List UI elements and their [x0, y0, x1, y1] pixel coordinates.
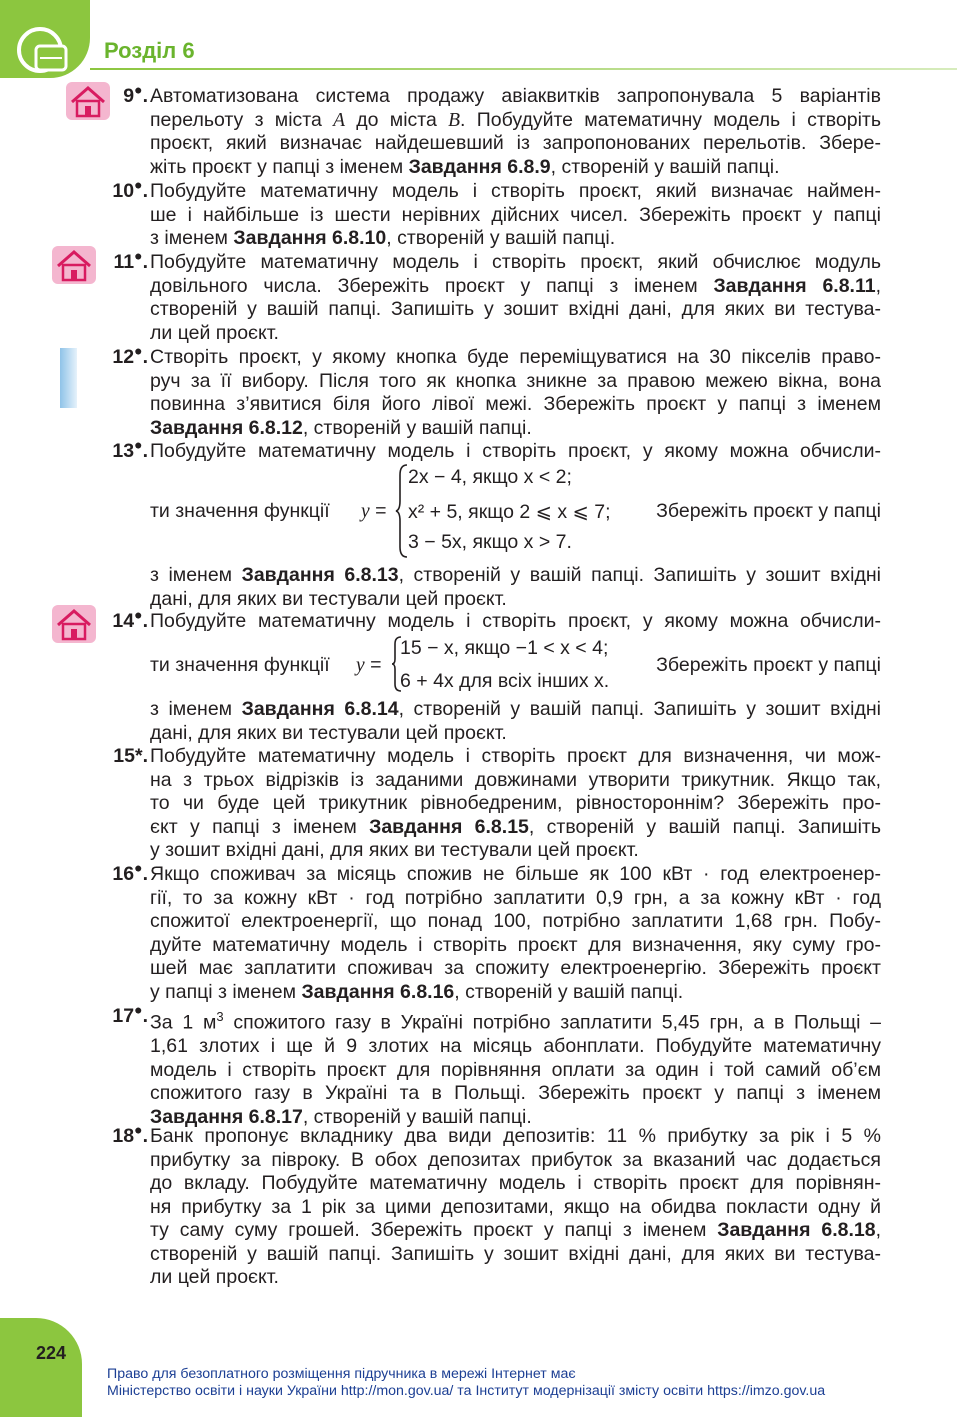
function-case: 6 + 4x для всіх інших x.	[400, 670, 610, 692]
task-text: створеній у вашій папці. Запишіть у зошит вхідні дані, для яких ви тестува-	[150, 1242, 881, 1265]
task-text: до вкладу. Побудуйте математичну модель і створіть проєкт для порівнян-	[150, 1172, 881, 1194]
task-text: Якщо споживач за місяць спожив не більше як 100 кВт · год електроенер-	[150, 863, 881, 885]
task-text: дані, для яких ви тестували цей проєкт.	[150, 587, 507, 610]
task-text: Створіть проєкт, у якому кнопка буде переміщуватися на 30 пікселів право-	[150, 346, 881, 368]
task-text: то чи буде цей трикутник рівнобедреним, рівностороннім? Збережіть про-	[150, 792, 881, 814]
task-text: Автоматизована система продажу авіаквитків запропонувала 5 варіантів	[150, 85, 881, 107]
task-text: спожитої електроенергії, що понад 100, потрібно заплатити 1,68 грн. Побу-	[150, 910, 881, 932]
task-14	[112, 606, 881, 634]
task-text: дані, для яких ви тестували цей проєкт.	[150, 721, 507, 744]
task-16	[112, 859, 881, 1004]
task-10	[112, 176, 881, 251]
task-text: руч за її вибору. Після того як кнопка зникне за правою межею вікна, вона	[150, 369, 881, 392]
task-text: на з трьох відрізків із заданими довжинами утворити трикутник. Якщо так,	[150, 768, 881, 791]
task-text: гії, то за кожну кВт · год потрібно заплатити 0,9 грн, а за кожну кВт · год	[150, 886, 881, 909]
task-text: Побудуйте математичну модель і створіть проєкт, який визначає наймен-	[150, 180, 881, 202]
task-text: ли цей проєкт.	[150, 1266, 279, 1288]
computer-icon	[14, 24, 70, 74]
task-text: ли цей проєкт.	[150, 321, 279, 344]
task-17	[112, 1001, 881, 1129]
task-text: з іменем Завдання 6.8.10, створеній у вашій папці.	[150, 227, 616, 249]
task-18	[112, 1121, 881, 1290]
task-text: ше і найбільше із шести нерівних дійсних чисел. Збережіть проєкт у папці	[150, 203, 881, 226]
task-text: Банк пропонує вкладнику два види депозитів: 11 % прибутку за рік і 5 %	[150, 1125, 881, 1147]
footer-corner-badge	[0, 1318, 82, 1417]
task-text: Побудуйте математичну модель і створіть проєкт, у якому можна обчисли-	[150, 610, 881, 632]
task-text: у зошит вхідні дані, для яких ви тестували цей проєкт.	[150, 839, 639, 861]
task-text: прибутку за півроку. В обох депозитах прибуток за вказаний час додається	[150, 1148, 881, 1171]
task-text: у папці з іменем Завдання 6.8.16, створеній у вашій папці.	[150, 980, 684, 1003]
task-text: Збережіть проєкт у папці	[656, 654, 881, 676]
task-number: 15*.	[113, 745, 148, 767]
task-text: Збережіть проєкт у папці	[656, 500, 881, 522]
task-text: Побудуйте математичну модель і створіть проєкт, у якому можна обчисли-	[150, 440, 881, 462]
task-text: єкт у папці з іменем Завдання 6.8.15, створеній у вашій папці. Запишіть	[150, 815, 882, 838]
function-y: y =	[356, 654, 382, 676]
task-text: Завдання 6.8.17, створеній у вашій папці.	[150, 1105, 532, 1128]
task-14-continued	[150, 698, 881, 745]
task-13	[112, 436, 881, 464]
task-text: повинна з’явитися біля його лівої межі. Збережіть проєкт у папці з іменем	[150, 393, 881, 415]
task-text: з іменем Завдання 6.8.14, створеній у вашій папці. Запишіть у зошит вхідні	[150, 698, 881, 720]
function-case: x² + 5, якщо 2 ⩽ x ⩽ 7;	[408, 501, 611, 523]
task-text: довільного числа. Збережіть проєкт у папці з іменем Завдання 6.8.11,	[150, 274, 882, 297]
task-text: Побудуйте математичну модель і створіть проєкт, який обчислює модуль	[150, 251, 881, 273]
task-9	[123, 81, 882, 179]
task-15	[113, 745, 882, 863]
task-text: проєкт, який визначає найдешевший із запропонованих перельотів. Збере-	[150, 132, 881, 154]
task-text: модель і створіть проєкт для порівняння оплати за один і той самий об’єм	[150, 1058, 881, 1081]
function-case: 3 − 5x, якщо x > 7.	[408, 531, 572, 553]
task-text: шей має заплатити споживач за спожиту електроенергію. Збережіть проєкт	[150, 957, 881, 979]
page-number: 224	[36, 1343, 67, 1363]
task-12	[112, 342, 881, 440]
function-y: y =	[361, 500, 387, 522]
case-brace	[395, 463, 409, 559]
task-text: дуйте математичну модель і створіть проєкт для визначення, яку суму гро-	[150, 933, 881, 956]
function-case: 2x − 4, якщо x < 2;	[408, 466, 572, 488]
task-text: ти значення функції	[150, 654, 330, 676]
task-text: За 1 $м^3$ спожитого газу в Україні потрібно заплатити 5,45 грн, а в Польщі –	[150, 1009, 881, 1034]
task-text: 1,61 злотих і ще й 9 злотих на місяць абонплати. Побудуйте математичну	[150, 1035, 881, 1057]
homework-house-icon	[52, 605, 96, 643]
task-number: 14●.	[112, 606, 148, 632]
task-text: жіть проєкт у папці з іменем Завдання 6.8.9, створеній у вашій папці.	[150, 155, 780, 178]
task-11	[113, 247, 882, 345]
header-divider	[90, 68, 957, 70]
task-text: ня прибутку за 1 рік за цими депозитами, якщо на обидва покласти одну й	[150, 1195, 881, 1218]
task-text: з іменем Завдання 6.8.13, створеній у вашій папці. Запишіть у зошит вхідні	[150, 564, 881, 586]
task-number: 18●.	[112, 1121, 148, 1147]
task-text: Завдання 6.8.12, створеній у вашій папці.	[150, 416, 532, 439]
task-text: ти значення функції	[150, 500, 330, 522]
task-number: 17●.	[112, 1001, 148, 1027]
section-title: Розділ 6	[104, 38, 195, 63]
task-number: 9●.	[123, 81, 148, 107]
license-note-line: Міністерство освіти і науки України http://mon.gov.ua/ та Інститут модернізації змісту освіти https://imzo.gov.ua	[107, 1383, 826, 1399]
task-text: ту саму суму грошей. Збережіть проєкт у папці з іменем Завдання 6.8.18,	[150, 1219, 881, 1241]
task-13-continued	[150, 564, 881, 611]
license-note	[107, 1366, 825, 1400]
task-text: Побудуйте математичну модель і створіть проєкт для визначення, чи мож-	[150, 745, 881, 767]
task-text: створеній у вашій папці. Запишіть у зошит вхідні дані, для яких ви тестува-	[150, 298, 881, 320]
task-text: перельоту з міста A до міста B. Побудуйте математичну модель і створіть	[150, 108, 882, 131]
task-number: 12●.	[112, 342, 148, 368]
license-note-line: Право для безоплатного розміщення підручника в мережі Інтернет має	[107, 1366, 576, 1382]
task-number: 16●.	[112, 859, 148, 885]
task-text: спожитого газу в Україні та в Польщі. Збережіть проєкт у папці з іменем	[150, 1082, 881, 1104]
task-number: 11●.	[113, 247, 148, 273]
margin-marker	[60, 348, 77, 408]
function-case: 15 − x, якщо −1 < x < 4;	[400, 637, 609, 659]
task-number: 10●.	[112, 176, 148, 202]
task-number: 13●.	[112, 436, 148, 462]
homework-house-icon	[52, 246, 96, 284]
